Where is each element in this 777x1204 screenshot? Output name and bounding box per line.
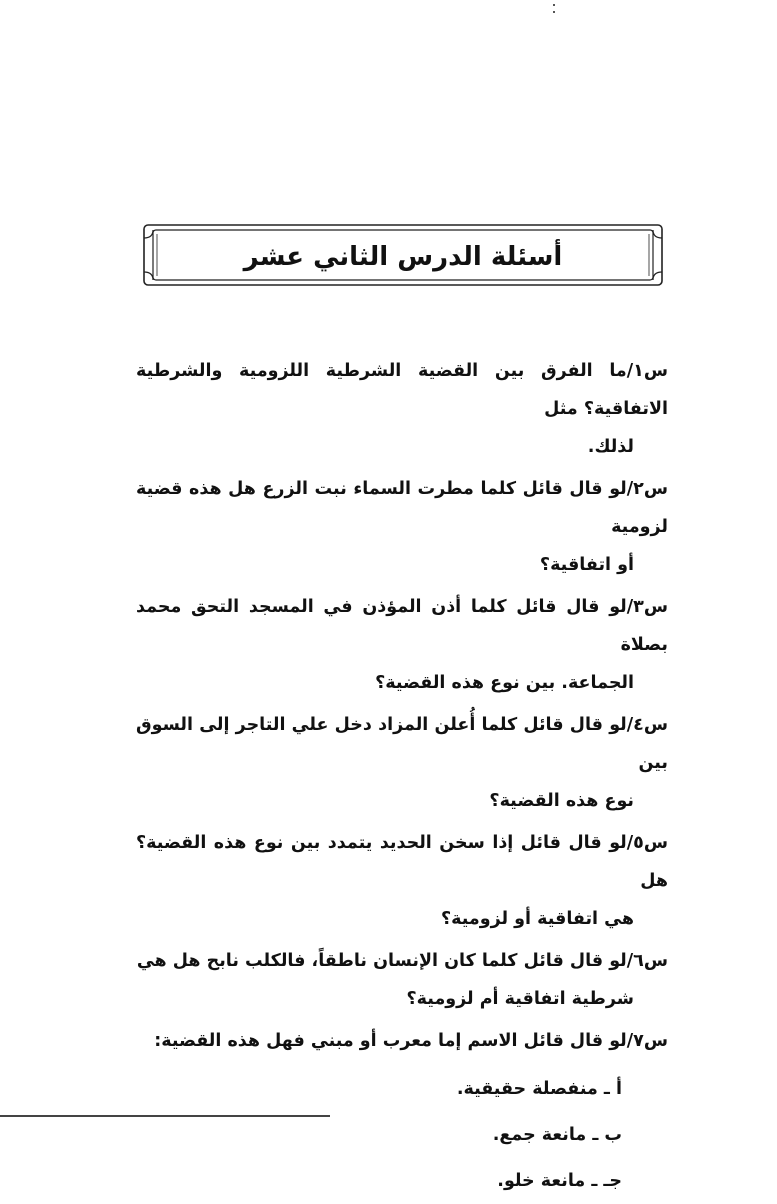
question-text: ما الفرق بين القضية الشرطية اللزومية والشرطية الاتفاقية؟ مثل — [136, 361, 668, 419]
question-text: لو قال قائل كلما كان الإنسان ناطقاً، فالكلب نابح هل هي — [136, 951, 627, 971]
answer-option: جـ ـ مانعة خلو. — [497, 1171, 622, 1191]
question-text-continued: الجماعة. بين نوع هذه القضية؟ — [375, 673, 634, 693]
question-number: س٤/ — [626, 715, 668, 735]
question-text-continued: هي اتفاقية أو لزومية؟ — [440, 909, 634, 929]
question-number: س٢/ — [626, 479, 668, 499]
question-item — [136, 706, 668, 820]
page-title: أسئلة الدرس الثاني عشر — [243, 242, 563, 272]
question-text: لو قال قائل كلما أُعلن المزاد دخل علي التاجر إلى السوق بين — [136, 715, 668, 773]
question-text-continued: لذلك. — [587, 437, 634, 457]
answer-options — [136, 1066, 668, 1204]
questions-list — [136, 352, 668, 1204]
question-item — [136, 942, 668, 1018]
question-number: س٣/ — [626, 597, 668, 617]
question-number: س٦/ — [626, 951, 668, 971]
question-item — [136, 352, 668, 466]
question-text: لو قال قائل كلما أذن المؤذن في المسجد التحق محمد بصلاة — [136, 597, 668, 655]
title-frame — [143, 224, 663, 286]
question-text-continued: أو اتفاقية؟ — [539, 555, 634, 575]
question-text-continued: شرطية اتفاقية أم لزومية؟ — [406, 989, 634, 1009]
question-number: س٥/ — [626, 833, 668, 853]
question-item — [136, 1022, 668, 1060]
question-item — [136, 470, 668, 584]
scan-speck — [553, 4, 555, 20]
answer-option: أ ـ منفصلة حقيقية. — [456, 1079, 622, 1099]
answer-option: ب ـ مانعة جمع. — [492, 1125, 622, 1145]
question-text-continued: نوع هذه القضية؟ — [489, 791, 634, 811]
question-text: لو قال قائل كلما مطرت السماء نبت الزرع هل هذه قضية لزومية — [136, 479, 668, 537]
question-number: س١/ — [626, 361, 668, 381]
question-text: لو قال قائل الاسم إما معرب أو مبني فهل هذه القضية: — [154, 1031, 627, 1051]
question-item — [136, 824, 668, 938]
page-edge-rule — [0, 1115, 330, 1117]
question-text: لو قال قائل إذا سخن الحديد يتمدد بين نوع هذه القضية؟ هل — [136, 833, 668, 891]
question-number: س٧/ — [626, 1031, 668, 1051]
question-item — [136, 588, 668, 702]
